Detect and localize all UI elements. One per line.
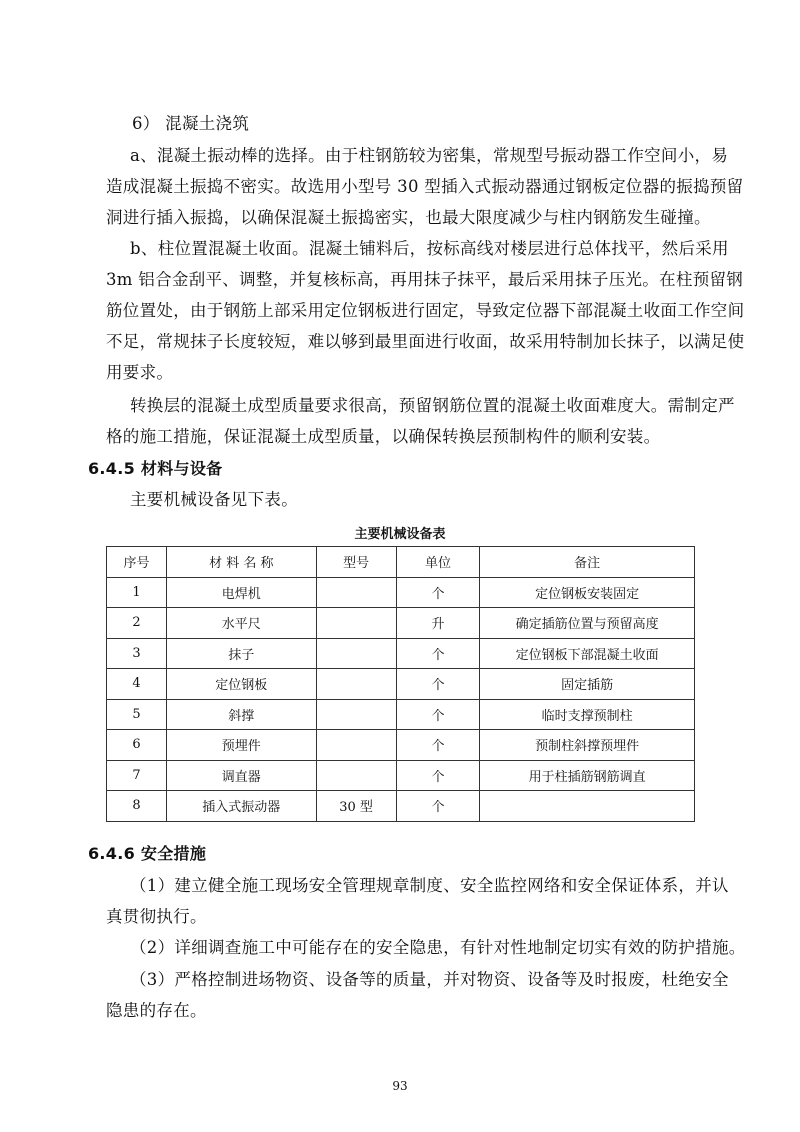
column-header: 备注 <box>480 547 695 578</box>
table-cell: 8 <box>107 791 167 822</box>
column-header: 型号 <box>316 547 396 578</box>
table-cell: 个 <box>396 730 480 761</box>
table-cell <box>316 577 396 608</box>
table-cell: 预制柱斜撑预埋件 <box>480 730 695 761</box>
table-cell: 个 <box>396 669 480 700</box>
paragraph-line: a、混凝土振动棒的选择。由于柱钢筋较为密集，常规型号振动器工作空间小，易 <box>130 146 729 165</box>
table-row <box>107 699 695 730</box>
table-header-row <box>107 547 695 578</box>
paragraph-line: （1）建立健全施工现场安全管理规章制度、安全监控网络和安全保证体系，并认 <box>130 876 729 895</box>
table-row <box>107 791 695 822</box>
table-cell: 个 <box>396 760 480 791</box>
paragraph-line: 洞进行插入振捣，以确保混凝土振捣密实，也最大限度减少与柱内钢筋发生碰撞。 <box>106 208 711 227</box>
table-row <box>107 669 695 700</box>
paragraph-line: 真贯彻执行。 <box>106 907 207 926</box>
paragraph-line: 造成混凝土振捣不密实。故选用小型号 30 型插入式振动器通过钢板定位器的振捣预留 <box>106 177 744 196</box>
table-row <box>107 730 695 761</box>
column-header: 材 料 名 称 <box>166 547 316 578</box>
table-cell: 3 <box>107 638 167 669</box>
table-cell: 个 <box>396 577 480 608</box>
table-cell <box>316 608 396 639</box>
table-caption: 主要机械设备表 <box>354 527 446 542</box>
table-cell: 用于柱插筋钢筋调直 <box>480 760 695 791</box>
paragraph-line: 3m 铝合金刮平、调整，并复核标高，再用抹子抹平，最后采用抹子压光。在柱预留钢 <box>106 270 744 289</box>
table-cell: 个 <box>396 638 480 669</box>
table-intro: 主要机械设备见下表。 <box>130 490 298 509</box>
table-cell <box>480 791 695 822</box>
paragraph-line: 转换层的混凝土成型质量要求很高，预留钢筋位置的混凝土收面难度大。需制定严 <box>130 396 735 415</box>
paragraph-line: 隐患的存在。 <box>106 1001 207 1020</box>
table-cell: 30 型 <box>316 791 396 822</box>
paragraph-line: 不足，常规抹子长度较短，难以够到最里面进行收面，故采用特制加长抹子，以满足使 <box>106 332 745 351</box>
table-cell <box>316 760 396 791</box>
table-cell: 固定插筋 <box>480 669 695 700</box>
table-cell: 个 <box>396 791 480 822</box>
table-cell: 斜撑 <box>166 699 316 730</box>
section-heading-646: 6.4.6 安全措施 <box>88 844 207 863</box>
column-header: 单位 <box>396 547 480 578</box>
table-row <box>107 638 695 669</box>
table-cell: 确定插筋位置与预留高度 <box>480 608 695 639</box>
equipment-table <box>106 546 695 822</box>
table-cell <box>316 638 396 669</box>
table-cell <box>316 699 396 730</box>
table-cell: 插入式振动器 <box>166 791 316 822</box>
table-cell: 4 <box>107 669 167 700</box>
paragraph-line: 用要求。 <box>106 363 174 382</box>
table-row <box>107 608 695 639</box>
table-cell: 定位钢板 <box>166 669 316 700</box>
table-cell: 个 <box>396 699 480 730</box>
table-row <box>107 577 695 608</box>
table-cell: 抹子 <box>166 638 316 669</box>
table-cell: 电焊机 <box>166 577 316 608</box>
table-cell: 调直器 <box>166 760 316 791</box>
subsection-title: 6） 混凝土浇筑 <box>132 114 250 133</box>
table-cell: 5 <box>107 699 167 730</box>
table-cell: 6 <box>107 730 167 761</box>
table-cell: 水平尺 <box>166 608 316 639</box>
table-cell: 定位钢板安装固定 <box>480 577 695 608</box>
table-cell: 预埋件 <box>166 730 316 761</box>
paragraph-line: b、柱位置混凝土收面。混凝土铺料后，按标高线对楼层进行总体找平，然后采用 <box>130 239 729 258</box>
column-header: 序号 <box>107 547 167 578</box>
table-cell: 1 <box>107 577 167 608</box>
paragraph-line: 格的施工措施，保证混凝土成型质量，以确保转换层预制构件的顺利安装。 <box>106 427 661 446</box>
table-cell <box>316 730 396 761</box>
paragraph-line: （2）详细调查施工中可能存在的安全隐患，有针对性地制定切实有效的防护措施。 <box>130 938 746 957</box>
section-heading-645: 6.4.5 材料与设备 <box>88 459 223 478</box>
table-row <box>107 760 695 791</box>
table-cell: 升 <box>396 608 480 639</box>
table-cell: 2 <box>107 608 167 639</box>
table-cell <box>316 669 396 700</box>
table-cell: 定位钢板下部混凝土收面 <box>480 638 695 669</box>
paragraph-line: （3）严格控制进场物资、设备等的质量，并对物资、设备等及时报废，杜绝安全 <box>130 970 729 989</box>
page-number: 93 <box>392 1079 408 1093</box>
table-cell: 临时支撑预制柱 <box>480 699 695 730</box>
paragraph-line: 筋位置处，由于钢筋上部采用定位钢板进行固定，导致定位器下部混凝土收面工作空间 <box>106 301 745 320</box>
table-cell: 7 <box>107 760 167 791</box>
